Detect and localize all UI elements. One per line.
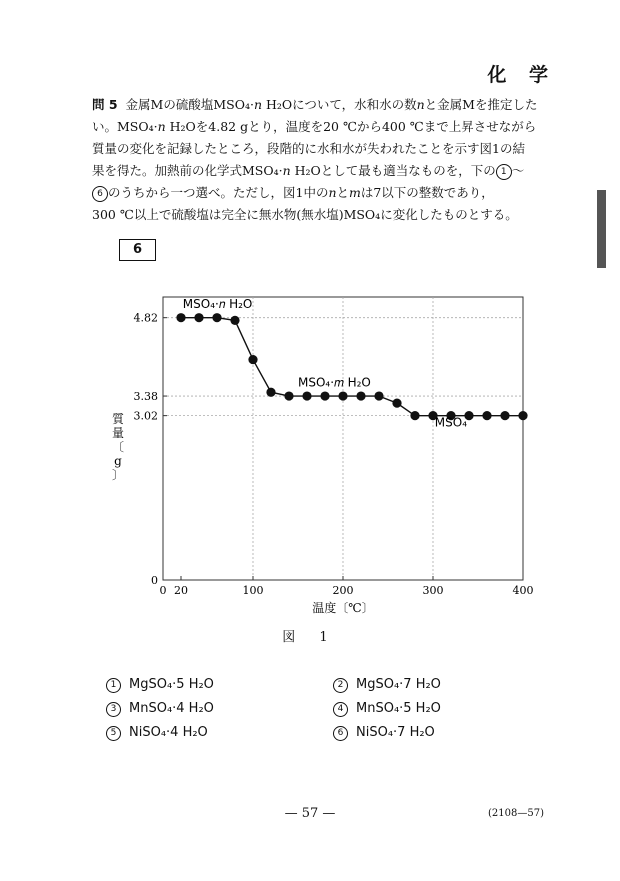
x-tick-label: 20: [174, 584, 188, 597]
data-point: [320, 391, 329, 400]
choice-6-text: NiSO₄·7 H₂O: [356, 725, 435, 740]
data-point: [284, 391, 293, 400]
data-points: [176, 313, 527, 420]
data-point: [230, 316, 239, 325]
question-line-6: 300 ℃以上で硫酸塩は完全に無水物(無水塩)MSO₄に変化したものとする。: [92, 207, 518, 222]
question-label: 問 5: [92, 97, 118, 112]
data-point: [410, 411, 419, 420]
choice-1-number: 1: [106, 678, 121, 693]
exam-code: (2108—57): [488, 808, 544, 819]
x-tick-label: 0: [159, 584, 167, 597]
annotation-label-1: MSO₄·𝑛 H₂O: [182, 296, 253, 311]
axis-ticks: [134, 312, 534, 597]
choice-5[interactable]: [106, 725, 296, 741]
page-number: — 57 —: [284, 806, 336, 821]
data-point: [392, 399, 401, 408]
annotation-label-3: MSO₄: [434, 415, 468, 430]
question-line-4-text: 果を得た。加熱前の化学式MSO₄·𝑛 H₂Oとして最も適当なものを，下の: [92, 163, 496, 178]
choice-1-text: MgSO₄·5 H₂O: [129, 677, 214, 692]
x-tick-label: 100: [242, 584, 264, 597]
choice-3[interactable]: [106, 701, 296, 717]
choice-5-text: NiSO₄·4 H₂O: [129, 725, 208, 740]
grid-lines: [163, 297, 523, 580]
range-start-circled-number: 1: [496, 164, 512, 180]
y-axis-label-char: 〕: [111, 468, 125, 482]
question-line-2: い。MSO₄·𝑛 H₂Oを4.82 gとり，温度を20 ℃から400 ℃まで上昇させながら: [92, 119, 537, 134]
data-point: [176, 313, 185, 322]
choice-4[interactable]: [333, 701, 523, 717]
x-tick-label: 200: [332, 584, 354, 597]
figure-caption: 図 1: [282, 630, 338, 645]
choice-4-number: 4: [333, 702, 348, 717]
data-point: [338, 391, 347, 400]
question-line-5-text: のうちから一つ選べ。ただし，図1中の𝑛と𝑚は7以下の整数であり，: [108, 185, 494, 200]
data-point: [374, 391, 383, 400]
chart-annotations: [183, 297, 467, 430]
y-tick-label: 3.02: [133, 409, 158, 423]
data-point: [518, 411, 527, 420]
question-line-3: 質量の変化を記録したところ，段階的に水和水が失われたことを示す図1の結: [92, 141, 525, 156]
data-point: [356, 391, 365, 400]
data-point: [482, 411, 491, 420]
choice-4-text: MnSO₄·5 H₂O: [356, 701, 441, 716]
data-point: [500, 411, 509, 420]
data-point: [266, 388, 275, 397]
data-point: [212, 313, 221, 322]
x-tick-label: 300: [422, 584, 444, 597]
choice-2[interactable]: [333, 677, 523, 693]
data-point: [302, 391, 311, 400]
y-axis-label-char: 〔: [111, 440, 125, 454]
choice-3-number: 3: [106, 702, 121, 717]
answer-number-box: 6: [119, 239, 156, 261]
y-tick-label: 0: [151, 574, 158, 587]
subject-title: 化 学: [487, 64, 556, 86]
choice-5-number: 5: [106, 726, 121, 741]
choice-2-number: 2: [333, 678, 348, 693]
y-axis-label-char: 量: [111, 426, 125, 440]
series-line: [181, 318, 523, 416]
range-end-circled-number: 6: [92, 186, 108, 202]
choice-6-number: 6: [333, 726, 348, 741]
question-line-1-text: 金属Mの硫酸塩MSO₄·𝑛 H₂Oについて，水和水の数𝑛と金属Mを推定した: [125, 97, 538, 112]
choice-2-text: MgSO₄·7 H₂O: [356, 677, 441, 692]
range-tilde: ～: [511, 163, 525, 178]
x-tick-label: 400: [512, 584, 534, 597]
data-point: [248, 355, 257, 364]
choice-6[interactable]: [333, 725, 523, 741]
y-tick-label: 3.38: [133, 390, 158, 404]
data-point: [194, 313, 203, 322]
x-axis-label: 温度〔℃〕: [312, 601, 374, 615]
annotation-label-2: MSO₄·𝑚 H₂O: [298, 375, 371, 390]
y-tick-label: 4.82: [133, 311, 158, 325]
choice-1[interactable]: [106, 677, 296, 693]
choice-3-text: MnSO₄·4 H₂O: [129, 701, 214, 716]
y-axis-label-char: 質: [111, 412, 125, 426]
y-axis-label-char: g: [114, 454, 122, 468]
y-axis-label: [112, 412, 125, 482]
